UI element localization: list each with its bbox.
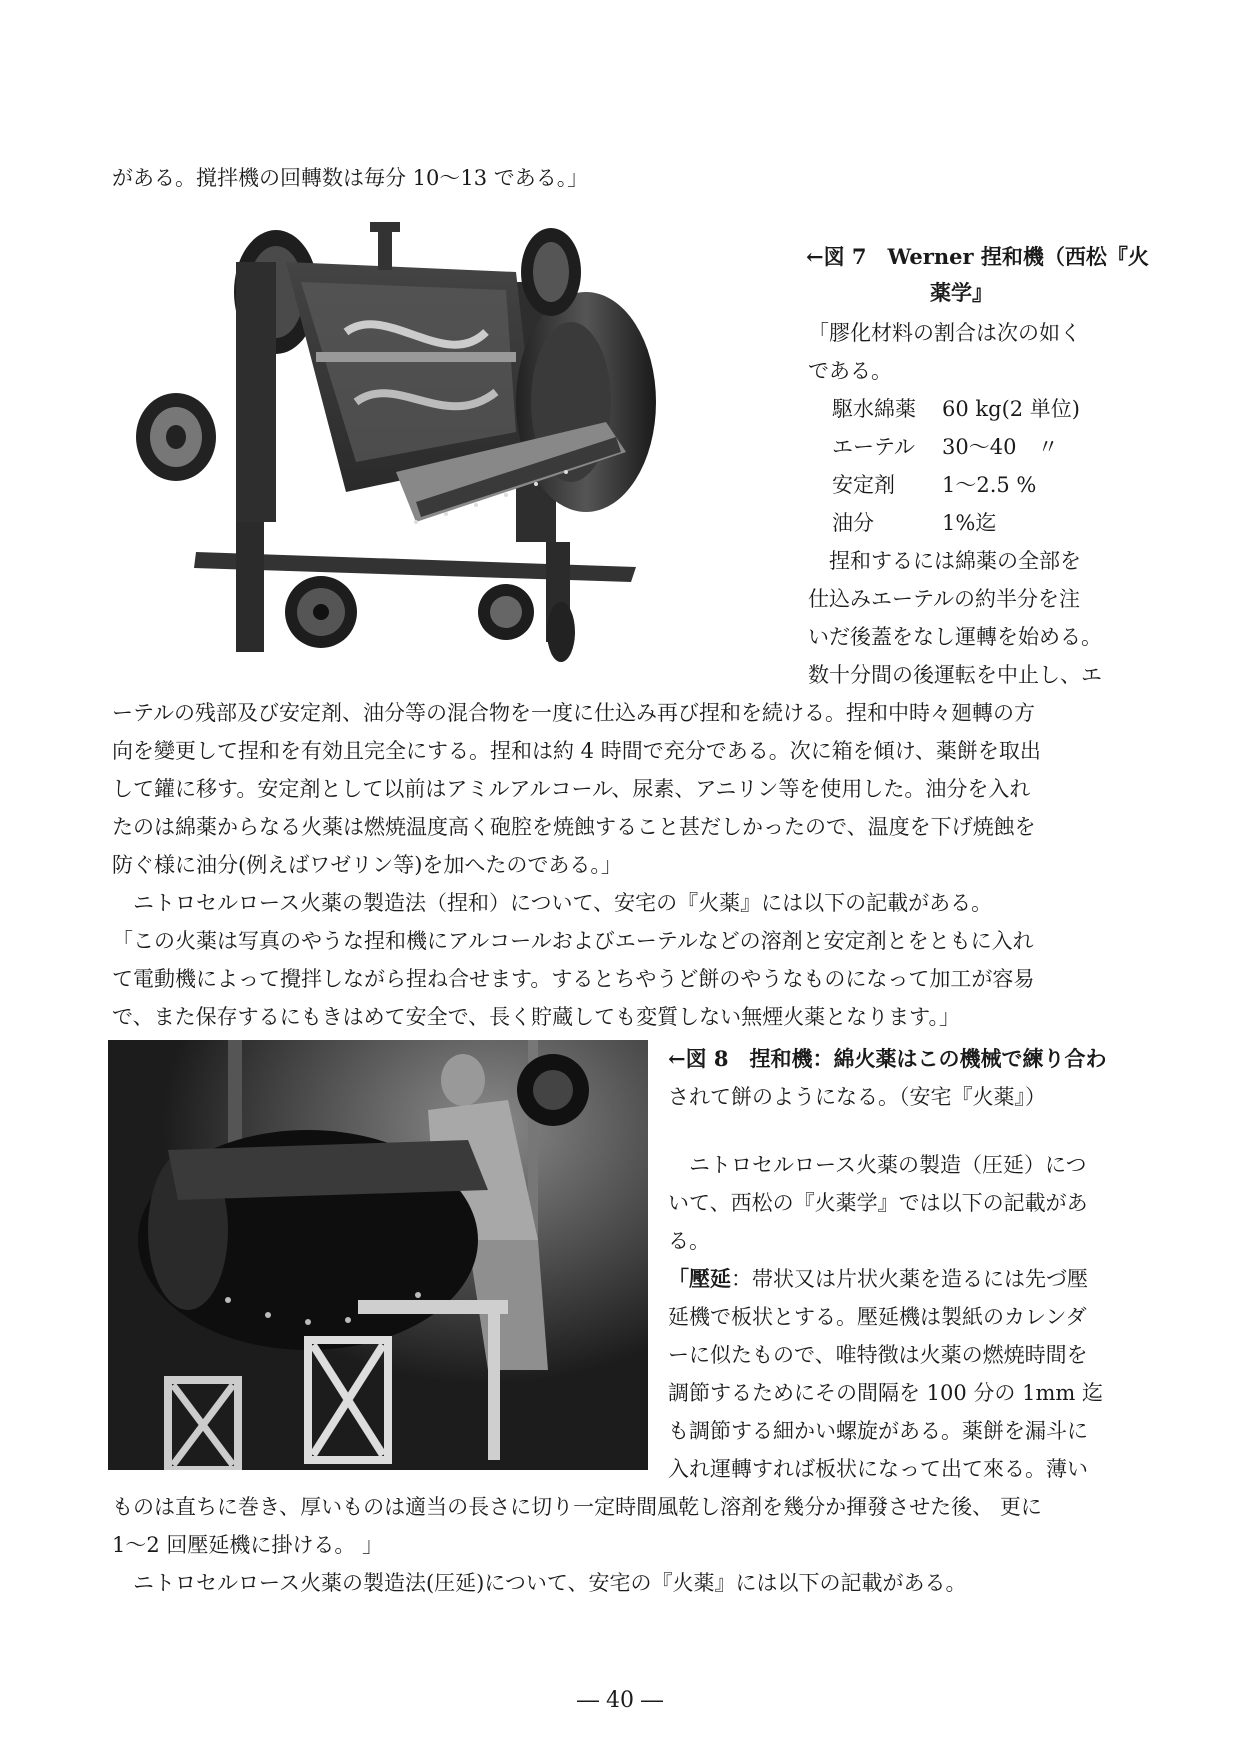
rolling-text: ：帯状又は片状火薬を造るには先づ壓 (731, 1267, 1088, 1291)
mix-right-line-3: いだ後蓋をなし運轉を始める。 (808, 625, 1102, 649)
paragraph-1-line: 防ぐ様に油分(例えばワゼリン等)を加へたのである。」 (112, 853, 622, 877)
top-line: がある。撹拌機の回轉数は毎分 10〜13 である。」 (112, 166, 589, 190)
paragraph-1-line: して鑵に移す。安定剤として以前はアミルアルコール、尿素、アニリン等を使用した。油分を入れ (112, 777, 1031, 801)
mix-right-line-4: 数十分間の後運転を中止し、エ (808, 663, 1102, 687)
mix-right-line-2: 仕込みエーテルの約半分を注 (808, 587, 1080, 611)
mix-row (832, 432, 1058, 462)
mix-row-value: 30〜40 〃 (942, 435, 1059, 459)
mix-intro-line-2: である。 (808, 359, 892, 383)
rolling-line: 延機で板状とする。壓延機は製紙のカレンダ (668, 1305, 1087, 1329)
mix-row (832, 508, 996, 538)
mix-row (832, 470, 1036, 500)
paragraph-4-line: ニトロセルロース火薬の製造（圧延）につ (668, 1153, 1087, 1177)
rolling-line: 調節するためにその間隔を 100 分の 1mm 迄 (668, 1381, 1103, 1405)
mix-row-value: 1〜2.5 % (942, 473, 1037, 497)
paragraph-3-line: で、また保存するにもきはめて安全で、長く貯蔵しても変質しない無煙火薬となります。」 (112, 1005, 960, 1029)
paragraph-1-line: たのは綿薬からなる火薬は燃焼温度高く砲腔を焼蝕すること甚だしかったので、温度を下げ焼蝕を (112, 815, 1036, 839)
mix-row-name: エーテル (832, 435, 915, 459)
mix-intro-line-1: 「膠化材料の割合は次の如く (808, 321, 1081, 345)
paragraph-2: ニトロセルロース火薬の製造法（捏和）について、安宅の『火薬』には以下の記載がある。 (112, 891, 993, 915)
page-number: ― 40 ― (577, 1688, 663, 1713)
rolling-label: 「壓延 (668, 1266, 731, 1291)
figure-8-kneading-machine-photo (108, 1040, 648, 1470)
figure-7-werner-machine-image (116, 222, 696, 662)
paragraph-4-line: いて、西松の『火薬学』では以下の記載があ (668, 1191, 1088, 1215)
rolling-line: 入れ運轉すれば板状になって出て來る。薄い (668, 1457, 1088, 1481)
rolling-full-line: 1〜2 回壓延機に掛ける。 」 (112, 1533, 384, 1557)
paragraph-4-line: る。 (668, 1229, 710, 1253)
paragraph-5: ニトロセルロース火薬の製造法(圧延)について、安宅の『火薬』には以下の記載がある。 (112, 1571, 967, 1595)
paragraph-1-line: 向を變更して捏和を有効且完全にする。捏和は約 4 時間で充分である。次に箱を傾け、薬餅を取出 (112, 739, 1041, 763)
figure-7-caption-line-1: ←図 7 Werner 捏和機（西松『火 (806, 244, 1149, 269)
rolling-line: も調節する細かい螺旋がある。薬餅を漏斗に (668, 1419, 1088, 1443)
rolling-line: ーに似たもので、唯特徴は火薬の燃焼時間を (668, 1343, 1088, 1367)
figure-8-caption-line-2: されて餅のようになる。（安宅『火薬』） (668, 1085, 1046, 1109)
figure-7-caption-line-2: 薬学』 (930, 280, 993, 305)
mix-row-name: 油分 (832, 511, 874, 535)
figure-8-caption-line-1 (668, 1044, 1107, 1074)
rolling-full-line: ものは直ちに巻き、厚いものは適当の長さに切り一定時間風乾し溶剤を幾分か揮發させた後、 更に (112, 1495, 1042, 1519)
figure-8-caption-text-1: ←図 8 捏和機：綿火薬はこの機械で練り合わ (668, 1046, 1107, 1071)
paragraph-3-line: て電動機によって攪拌しながら捏ね合せます。するとちやうど餅のやうなものになって加工が容易 (112, 967, 1035, 991)
mix-row (832, 394, 1080, 424)
paragraph-3-line: 「この火薬は写真のやうな捏和機にアルコールおよびエーテルなどの溶剤と安定剤とをともに入れ (112, 929, 1034, 953)
mix-right-line-1: 捏和するには綿薬の全部を (808, 549, 1081, 573)
paragraph-1-line: ーテルの残部及び安定剤、油分等の混合物を一度に仕込み再び捏和を続ける。捏和中時々廻轉の方 (112, 701, 1035, 725)
mix-row-value: 1%迄 (942, 511, 997, 535)
mix-row-value: 60 kg(2 単位) (942, 397, 1080, 421)
mix-row-name: 駆水綿薬 (832, 397, 916, 421)
rolling-line-1 (668, 1264, 1088, 1294)
mix-row-name: 安定剤 (832, 473, 895, 497)
